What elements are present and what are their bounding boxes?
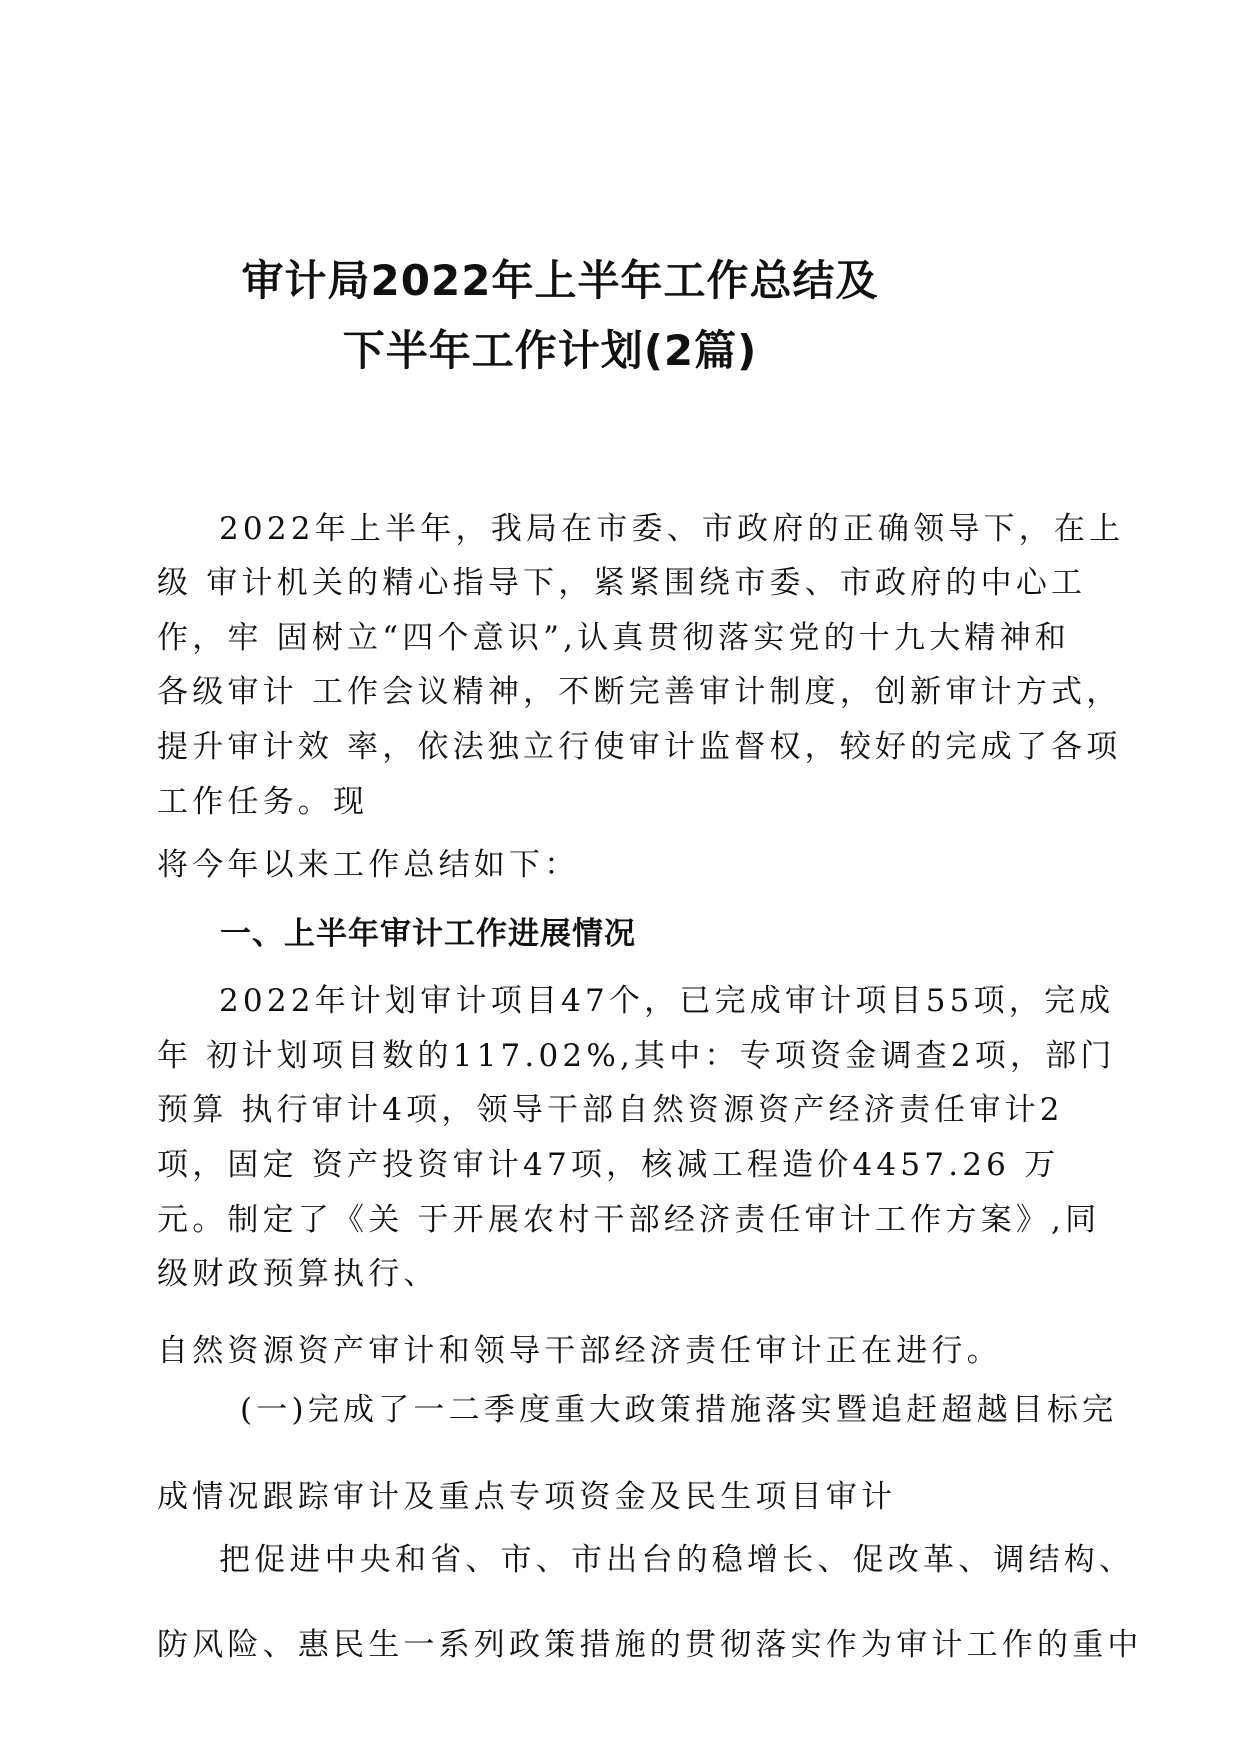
document-title-line-1: 审计局2022年上半年工作总结及	[241, 256, 879, 305]
intro-line-1: 2022年上半年，我局在市委、市政府的正确领导下，在上	[219, 511, 1125, 547]
intro-line-7: 将今年以来工作总结如下：	[157, 847, 580, 883]
subsection-1-line-2: 成情况跟踪审计及重点专项资金及民生项目审计	[157, 1479, 897, 1515]
subsection-1-line-1: (一)完成了一二季度重大政策措施落实暨追赶超越目标完	[240, 1392, 1118, 1428]
document-title-line-2: 下半年工作计划(2篇)	[342, 326, 758, 375]
intro-line-4: 各级审计 工作会议精神，不断完善审计制度，创新审计方式，	[157, 674, 1122, 710]
intro-line-6: 工作任务。现	[157, 784, 369, 820]
section-1-heading: 一、上半年审计工作进展情况	[220, 916, 636, 952]
intro-line-3: 作，牢 固树立“四个意识”,认真贯彻落实党的十九大精神和	[157, 620, 1071, 656]
section-1-line-2: 年 初计划项目数的117.02%,其中：专项资金调查2项，部门	[157, 1038, 1116, 1074]
section-1-line-3: 预算 执行审计4项，领导干部自然资源资产经济责任审计2	[157, 1092, 1064, 1128]
section-1-line-1: 2022年计划审计项目47个，已完成审计项目55项，完成	[219, 983, 1115, 1019]
section-1-line-7: 自然资源资产审计和领导干部经济责任审计正在进行。	[157, 1333, 1002, 1369]
paragraph-line-1: 把促进中央和省、市、市出台的稳增长、促改革、调结构、	[219, 1542, 1135, 1578]
paragraph-line-2: 防风险、惠民生一系列政策措施的贯彻落实作为审计工作的重中	[157, 1627, 1143, 1663]
section-1-line-5: 元。制定了《关 于开展农村干部经济责任审计工作方案》,同	[157, 1202, 1101, 1238]
intro-line-5: 提升审计效 率，依法独立行使审计监督权，较好的完成了各项	[157, 729, 1122, 765]
section-1-line-6: 级财政预算执行、	[157, 1256, 439, 1292]
section-1-line-4: 项，固定 资产投资审计47项，核减工程造价4457.26 万	[157, 1147, 1060, 1183]
intro-line-2: 级 审计机关的精心指导下，紧紧围绕市委、市政府的中心工	[157, 565, 1087, 601]
